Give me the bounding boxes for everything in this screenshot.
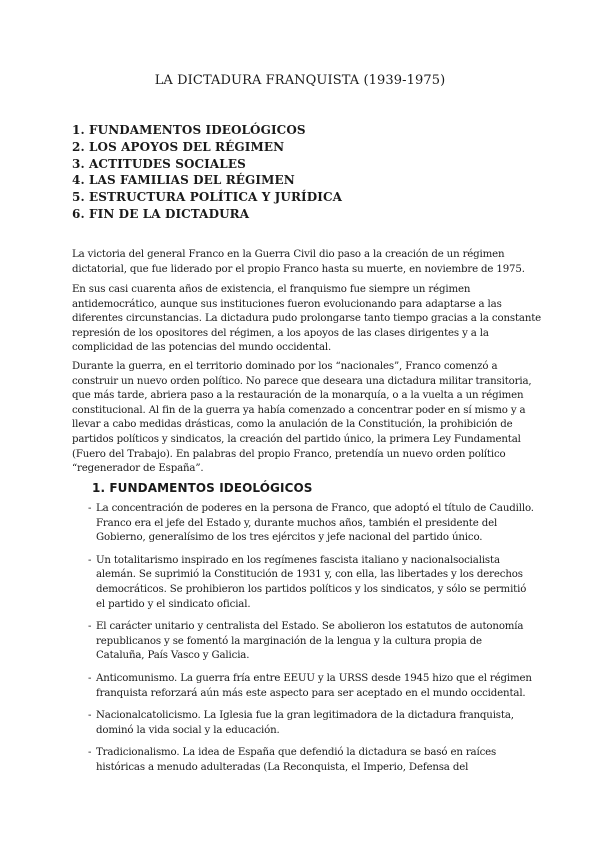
text-line: el partido y el sindicato oficial.: [96, 598, 251, 610]
bullet-list: [88, 502, 538, 784]
text-line: En sus casi cuarenta años de existencia, el franquismo fue siempre un régimen: [72, 284, 471, 295]
text-line: diferentes circunstancias. La dictadura pudo prolongarse tanto tiempo gracias a la constante: [72, 313, 542, 325]
toc-item: 3. ACTITUDES SOCIALES: [72, 156, 246, 171]
text-line: construir un nuevo orden político. No parece que deseara una dictadura militar transitoria,: [72, 375, 532, 387]
text-line: La victoria del general Franco en la Guerra Civil dio paso a la creación de un régimen: [72, 249, 505, 260]
list-item: [88, 620, 538, 664]
text-line: alemán. Se suprimió la Constitución de 1931 y, con ella, las libertades y los derechos: [96, 569, 523, 581]
text-line: (Fuero del Trabajo). En palabras del propio Franco, pretendía un nuevo orden político: [72, 448, 506, 460]
table-of-contents: [72, 122, 342, 223]
text-line: Durante la guerra, en el territorio dominado por los “nacionales”, Franco comenzó a: [72, 361, 498, 372]
toc-item: 2. LOS APOYOS DEL RÉGIMEN: [72, 139, 285, 154]
intro-paragraph: [72, 248, 532, 277]
list-item: [88, 746, 538, 775]
text-line: La concentración de poderes en la persona de Franco, que adoptó el título de Caudillo.: [96, 503, 534, 514]
text-line: Cataluña, País Vasco y Galicia.: [96, 650, 250, 662]
toc-item: 5. ESTRUCTURA POLÍTICA Y JURÍDICA: [72, 190, 343, 205]
toc-item: 1. FUNDAMENTOS IDEOLÓGICOS: [72, 123, 306, 137]
bullet-marker: -: [88, 621, 92, 633]
text-line: constitucional. Al fin de la guerra ya había comenzado a concentrar poder en sí mismo y a: [72, 404, 526, 416]
text-line: dominó la vida social y la educación.: [96, 724, 280, 736]
paragraph: [72, 283, 542, 356]
text-line: partidos políticos y sindicatos, la creación del partido único, la primera Ley Fundamental: [72, 433, 521, 445]
list-item: [88, 672, 538, 701]
bullet-marker: -: [88, 747, 92, 759]
text-line: democráticos. Se prohibieron los partidos políticos y los sindicatos, y sólo se permitió: [96, 583, 527, 595]
text-line: franquista reforzará aún más este aspecto para ser aceptado en el mundo occidental.: [96, 687, 526, 699]
text-line: dictatorial, que fue liderado por el propio Franco hasta su muerte, en noviembre de 1975.: [72, 263, 525, 275]
list-item: [88, 554, 538, 612]
text-line: llevar a cabo medidas drásticas, como la anulación de la Constitución, la prohibición de: [72, 419, 513, 431]
bullet-marker: -: [88, 554, 92, 566]
list-item: [88, 502, 538, 546]
text-line: complicidad de las potencias del mundo occidental.: [72, 342, 332, 354]
toc-item: 6. FIN DE LA DICTADURA: [72, 206, 250, 221]
text-line: históricas a menudo adulteradas (La Reconquista, el Imperio, Defensa del: [96, 761, 469, 773]
section-heading: 1. FUNDAMENTOS IDEOLÓGICOS: [92, 481, 313, 495]
text-line: Nacionalcatolicismo. La Iglesia fue la gran legitimadora de la dictadura franquista,: [96, 710, 514, 722]
text-line: republicanos y se fomentó la marginación de la lengua y la cultura propia de: [96, 635, 482, 647]
paragraph: [72, 360, 532, 477]
text-line: Anticomunismo. La guerra fría entre EEUU y la URSS desde 1945 hizo que el régimen: [96, 672, 532, 684]
text-line: “regenerador de España”.: [72, 463, 204, 475]
text-line: Gobierno, generalísimo de los tres ejércitos y jefe nacional del partido único.: [96, 532, 483, 544]
text-line: Tradicionalismo. La idea de España que defendió la dictadura se basó en raíces: [96, 747, 497, 759]
text-line: Franco era el jefe del Estado y, durante muchos años, también el presidente del: [96, 517, 498, 529]
bullet-marker: -: [88, 672, 92, 684]
list-item: [88, 709, 538, 738]
text-line: represión de los opositores del régimen, a los apoyos de las clases dirigentes y a la: [72, 327, 489, 339]
document-title: LA DICTADURA FRANQUISTA (1939-1975): [154, 73, 446, 88]
text-line: que más tarde, abriera paso a la restauración de la monarquía, o a la vuelta a un régimen: [72, 390, 524, 402]
bullet-marker: -: [88, 710, 92, 722]
toc-item: 4. LAS FAMILIAS DEL RÉGIMEN: [72, 173, 295, 188]
text-line: Un totalitarismo inspirado en los regímenes fascista italiano y nacionalsocialista: [96, 554, 500, 566]
text-line: El carácter unitario y centralista del Estado. Se abolieron los estatutos de autonomía: [96, 621, 524, 633]
text-line: antidemocrático, aunque sus instituciones fueron evolucionando para adaptarse a las: [72, 298, 502, 310]
bullet-marker: -: [88, 503, 92, 514]
